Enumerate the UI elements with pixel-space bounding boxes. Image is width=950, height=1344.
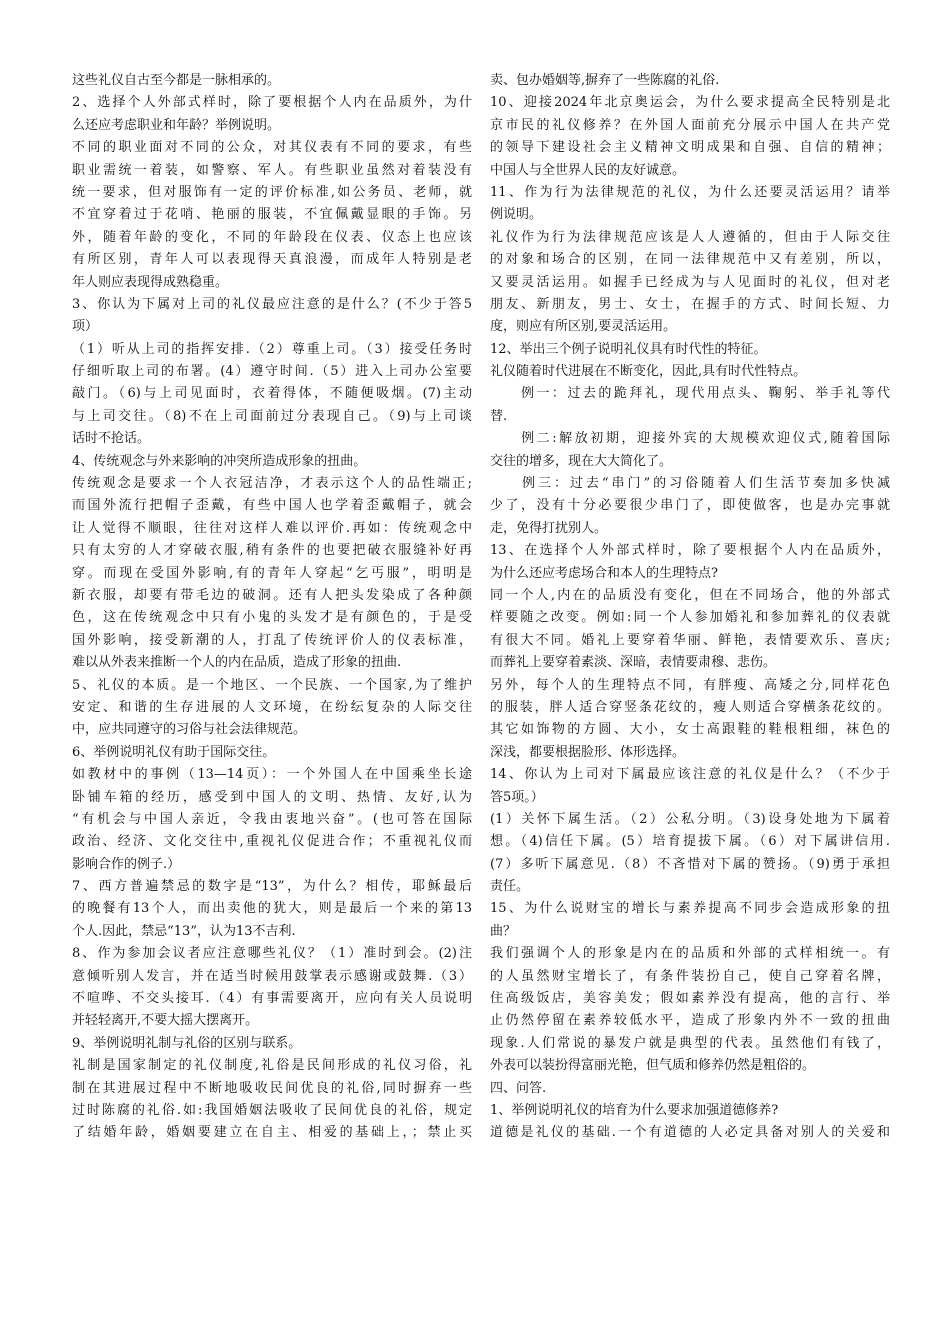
text-line: 住高级饭店，美容美发；假如素养没有提高，他的言行、举 [490, 991, 890, 1007]
text-line: 7、西方普遍禁忌的数字是“13”，为什么？相传，耶稣最后 [72, 879, 472, 895]
text-line: 12、举出三个例子说明礼仪具有时代性的特征。 [490, 341, 767, 357]
text-line: 深浅，都要根据脸形、体形选择。 [490, 744, 686, 760]
text-line: 的服装，胖人适合穿竖条花纹的，瘦人则适合穿横条花纹的。 [490, 699, 890, 715]
text-line: “有机会与中国人亲近，令我由衷地兴奋”。(也可答在国际 [72, 811, 472, 827]
text-line: 只有太穷的人才穿破衣服,稍有条件的也要把破衣服缝补好再 [72, 543, 472, 559]
text-line: 例说明。 [490, 207, 543, 223]
text-line: 敲门。（6)与上司见面时，衣着得体，不随便吸烟。(7)主动 [72, 386, 472, 402]
text-line: 国外影响，接受新潮的人，打乱了传统评价人的仪表标准， [72, 632, 472, 648]
text-line: 10、迎接2024年北京奥运会，为什么要求提高全民特别是北 [490, 95, 890, 111]
text-line: 礼制是国家制定的礼仪制度,礼俗是民间形成的礼仪习俗，礼 [72, 1058, 472, 1074]
text-line: 中，应共同遵守的习俗与社会法律规范。 [72, 722, 307, 738]
text-line: 现象.人们常说的暴发户就是典型的代表。虽然他们有钱了， [490, 1035, 890, 1051]
right-column [490, 70, 890, 1145]
text-line: 京市民的礼仪修养？在外国人面前充分展示中国人在共产党 [490, 117, 890, 133]
text-line: 年人则应表现得成熟稳重。 [72, 274, 229, 290]
text-line: (7）多听下属意见.（8）不吝惜对下属的赞扬。（9)勇于承担 [490, 856, 890, 872]
text-line: 另外，每个人的生理特点不同，有胖瘦、高矮之分,同样花色 [490, 677, 890, 693]
text-line: 15、为什么说财宝的增长与素养提高不同步会造成形象的扭 [490, 901, 890, 917]
text-line: 4、传统观念与外来影响的冲突所造成形象的扭曲。 [72, 453, 367, 469]
text-line: 项） [72, 319, 99, 335]
text-line: 中国人与全世界人民的友好诚意。 [490, 162, 686, 178]
text-line: 6、举例说明礼仪有助于国际交往。 [72, 744, 276, 760]
text-line: 答5项。） [490, 789, 544, 805]
text-line: 交往的增多，现在大大简化了。 [490, 453, 673, 469]
text-line: 道德是礼仪的基础.一个有道德的人必定具备对别人的关爱和 [490, 1125, 890, 1141]
text-line: 8、作为参加会议者应注意哪些礼仪？（1）准时到会。(2)注 [72, 946, 472, 962]
text-line: 走，免得打扰别人。 [490, 520, 608, 536]
text-line: 2、选择个人外部式样时，除了要根据个人内在品质外，为什 [72, 95, 472, 111]
text-line: 不喧哗、不交头接耳.（4）有事需要离开，应向有关人员说明 [72, 991, 472, 1007]
text-line: 有很大不同。婚礼上要穿着华丽、鲜艳，表情要欢乐、喜庆; [490, 632, 890, 648]
text-line: 替. [490, 408, 508, 424]
text-line: 四、问答. [490, 1080, 547, 1096]
text-line: 新衣服，却要有带毛边的破洞。还有人把头发染成了各种颜 [72, 587, 472, 603]
text-line: 与上司交往。（8)不在上司面前过分表现自己。（9)与上司谈 [72, 408, 472, 424]
text-line: 9、举例说明礼制与礼俗的区别与联系。 [72, 1035, 302, 1051]
text-line: 这些礼仪自古至今都是一脉相承的。 [72, 73, 281, 88]
text-line: 职业需统一着装，如警察、军人。有些职业虽然对着装没有 [72, 162, 472, 178]
text-line: 13、在选择个人外部式样时，除了要根据个人内在品质外， [490, 543, 890, 559]
text-line: 色，这在传统观念中只有小鬼的头发才是有颜色的，于是受 [72, 610, 472, 626]
text-line: 个人.因此，禁忌“13”，认为13不吉利. [72, 923, 296, 939]
text-line: 又要灵活运用。如握手已经成为与人见面时的礼仪，但对老 [490, 274, 890, 290]
text-line: 度，则应有所区别,要灵活运用。 [490, 319, 677, 335]
text-line: 影响合作的例子.） [72, 856, 181, 872]
text-line: 的晚餐有13个人，而出卖他的犹大，则是最后一个来的第13 [72, 901, 472, 917]
text-line: 样要随之改变。例如:同一个人参加婚礼和参加葬礼的仪表就 [490, 610, 890, 626]
text-line: 政治、经济、文化交往中,重视礼仪促进合作；不重视礼仪而 [72, 834, 472, 850]
text-line: 的对象和场合的区别，在同一法律规范中又有差别，所以， [490, 252, 890, 268]
text-line: 5、礼仪的本质。是一个地区、一个民族、一个国家,为了维护 [72, 677, 472, 693]
left-column [72, 70, 472, 1145]
text-line: 而国外流行把帽子歪戴，有些中国人也学着歪戴帽子，就会 [72, 498, 472, 514]
text-line: 传统观念是要求一个人衣冠洁净，才表示这个人的品性端正; [72, 476, 472, 492]
text-line: 礼仪随着时代进展在不断变化，因此,具有时代性特点。 [490, 364, 807, 380]
text-line: 为什么还应考虑场合和本人的生理特点? [490, 565, 718, 581]
text-line: 止仍然停留在素养较低水平，造成了形象内外不一致的扭曲 [490, 1013, 890, 1029]
text-line: 么还应考虑职业和年龄？举例说明。 [72, 117, 281, 133]
text-line: 有所区别，青年人可以表现得天真浪漫，而成年人特别是老 [72, 252, 472, 268]
text-line: 难以从外表来推断一个人的内在品质，造成了形象的扭曲. [72, 655, 402, 671]
text-line: 制在其进展过程中不断地吸收民间优良的礼俗,同时摒弃一些 [72, 1080, 472, 1096]
text-line: 的领导下建设社会主义精神文明成果和自强、自信的精神； [490, 140, 890, 156]
text-line: 想。（4)信任下属。(5）培育提拔下属。（6）对下属讲信用. [490, 834, 890, 850]
text-line: 的人虽然财宝增长了，有条件装扮自己，使自己穿着名牌， [490, 968, 890, 984]
text-line: 同一个人,内在的品质没有变化，但在不同场合，他的外部式 [490, 587, 890, 603]
text-line: 话时不抢话。 [72, 431, 151, 447]
text-line: 外表可以装扮得富丽光艳，但气质和修养仍然是粗俗的。 [490, 1058, 816, 1074]
text-line: 让人觉得不顺眼，往往对这样人难以评价.再如：传统观念中 [72, 520, 472, 536]
text-line: 11、作为行为法律规范的礼仪，为什么还要灵活运用？请举 [490, 184, 890, 200]
text-line: 并轻轻离开,不要大摇大摆离开。 [72, 1013, 259, 1029]
text-line: 礼仪作为行为法律规范应该是人人遵循的，但由于人际交往 [490, 229, 890, 245]
text-line: 而葬礼上要穿着素淡、深暗，表情要肃穆、悲伤。 [490, 655, 777, 671]
text-line: （1）听从上司的指挥安排.（2）尊重上司。（3）接受任务时 [72, 341, 472, 357]
text-line: 统一要求，但对服饰有一定的评价标准,如公务员、老师，就 [72, 184, 472, 200]
text-line: 安定、和谐的生存进展的人文环境，在纷纭复杂的人际交往 [72, 699, 472, 715]
text-line: 14、你认为上司对下属最应该注意的礼仪是什么？（不少于 [490, 767, 890, 783]
text-line: 不同的职业面对不同的公众，对其仪表有不同的要求，有些 [72, 140, 472, 156]
text-line: 穿。而现在受国外影响,有的青年人穿起“乞丐服”，明明是 [72, 565, 472, 581]
text-line: 其它如饰物的方圆、大小，女士高跟鞋的鞋根粗细，袜色的 [490, 722, 890, 738]
text-line: 少了，没有十分必要很少串门了，即使做客，也是办完事就 [490, 498, 890, 514]
text-line: 3、你认为下属对上司的礼仪最应注意的是什么？(不少于答5 [72, 296, 472, 312]
text-line: 我们强调个人的形象是内在的品质和外部的式样相统一。有 [490, 946, 890, 962]
text-line: 例三：过去“串门”的习俗随着人们生活节奏加多快减 [490, 476, 890, 492]
text-line: 责任。 [490, 879, 530, 895]
text-line: 了结婚年龄，婚姻要建立在自主、相爱的基础上，；禁止买 [72, 1125, 472, 1141]
text-line: 过时陈腐的礼俗.如:我国婚姻法吸收了民间优良的礼俗，规定 [72, 1102, 472, 1118]
text-line: (1）关怀下属生活。（2）公私分明。（3)设身处地为下属着 [490, 811, 890, 827]
text-line: 仔细听取上司的布署。(4）遵守时间.（5）进入上司办公室要 [72, 364, 472, 380]
text-line: 如教材中的事例（13—14页）：一个外国人在中国乘坐长途 [72, 767, 472, 783]
text-line: 卧铺车箱的经历，感受到中国人的文明、热情、友好,认为 [72, 789, 472, 805]
text-line: 朋友、新朋友，男士、女士，在握手的方式、时间长短、力 [490, 296, 890, 312]
text-line: 意倾听别人发言，并在适当时候用鼓掌表示感谢或鼓舞.（3） [72, 968, 472, 984]
text-line: 不宜穿着过于花哨、艳丽的服装，不宜佩戴显眼的手饰。另 [72, 207, 472, 223]
text-line: 曲？ [490, 923, 517, 939]
text-line: 卖、包办婚姻等,摒弃了一些陈腐的礼俗. [490, 73, 720, 88]
text-line: 例一：过去的跪拜礼，现代用点头、鞠躬、举手礼等代 [490, 386, 890, 402]
text-line: 1、举例说明礼仪的培育为什么要求加强道德修养? [490, 1102, 779, 1118]
text-line: 例二:解放初期，迎接外宾的大规模欢迎仪式,随着国际 [490, 431, 890, 447]
text-line: 外，随着年龄的变化，不同的年龄段在仪表、仪态上也应该 [72, 229, 472, 245]
